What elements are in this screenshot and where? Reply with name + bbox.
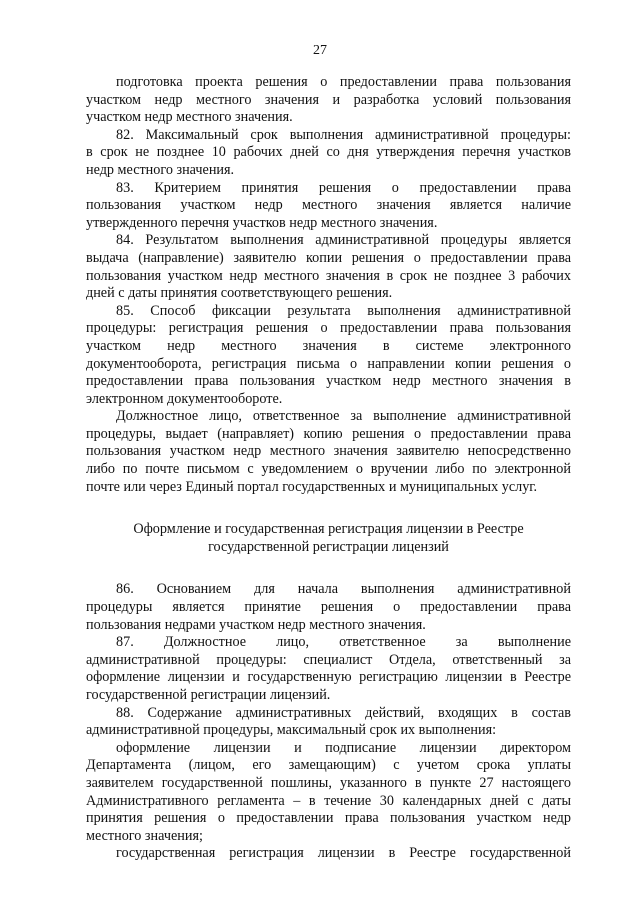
text-line: либо по почте письмом с уведомлением о вручении либо по электронной bbox=[86, 461, 571, 478]
section-procedure-result bbox=[86, 74, 571, 496]
text-line: дней с даты принятия соответствующего решения. bbox=[86, 285, 393, 302]
text-line: в срок не позднее 10 рабочих дней со дня утверждения перечня участков bbox=[86, 144, 571, 161]
text-line: административной процедуры, максимальный срок их выполнения: bbox=[86, 722, 497, 739]
text-line: участком недр местного значения и разработка условий пользования bbox=[86, 91, 571, 108]
text-line: недр местного значения. bbox=[86, 161, 235, 178]
text-line: пользования участком недр местного значения заявителю непосредственно bbox=[86, 443, 571, 460]
text-line: участком недр местного значения в системе электронного bbox=[86, 337, 571, 354]
text-line: Административного регламента – в течение 30 календарных дней с даты bbox=[86, 792, 571, 809]
section-heading bbox=[86, 521, 571, 556]
text-line: пользования недрами участком недр местного значения. bbox=[86, 616, 426, 633]
text-line: оформление лицензии и государственную регистрацию лицензии в Реестре bbox=[86, 669, 571, 686]
text-line: утвержденного перечня участков недр местного значения. bbox=[86, 214, 438, 231]
text-line: административной процедуры: специалист Отдела, ответственный за bbox=[86, 651, 571, 668]
paragraph-p85b bbox=[86, 408, 571, 496]
text-line: 85. Способ фиксации результата выполнения административной bbox=[116, 302, 571, 319]
paragraph-p86 bbox=[86, 581, 571, 634]
text-line: процедуры: регистрация решения о предоставлении права пользования bbox=[86, 320, 571, 337]
paragraph-p84 bbox=[86, 232, 571, 302]
section-license-registration bbox=[86, 581, 571, 863]
text-line: заявителем государственной пошлины, указанного в пункте 27 настоящего bbox=[86, 774, 571, 791]
document-body bbox=[86, 74, 571, 863]
text-line: 87. Должностное лицо, ответственное за выполнение bbox=[116, 634, 571, 651]
text-line: почте или через Единый портал государственных и муниципальных услуг. bbox=[86, 478, 538, 495]
paragraph-p88b bbox=[86, 845, 571, 863]
text-line: документооборота, регистрация письма о направлении копии решения о bbox=[86, 355, 571, 372]
paragraph-p85 bbox=[86, 303, 571, 409]
text-line: принятия решения о предоставлении права пользования участком недр bbox=[86, 810, 571, 827]
page-number: 27 bbox=[313, 43, 327, 58]
text-line: пользования участком недр местного значения в срок не позднее 3 рабочих bbox=[86, 267, 571, 284]
text-line: местного значения; bbox=[86, 827, 203, 844]
paragraph-p-continue bbox=[86, 74, 571, 127]
text-line: процедуры, выдает (направляет) копию решения о предоставлении права bbox=[86, 425, 571, 442]
text-line: 84. Результатом выполнения административной процедуры является bbox=[116, 232, 571, 249]
paragraph-p87 bbox=[86, 634, 571, 704]
text-line: выдача (направление) заявителю копии решения о предоставлении права bbox=[86, 249, 571, 266]
paragraph-p88 bbox=[86, 705, 571, 740]
text-line: процедуры является принятие решения о предоставлении права bbox=[86, 599, 571, 616]
text-line: 82. Максимальный срок выполнения административной процедуры: bbox=[116, 126, 571, 143]
text-line: государственная регистрация лицензии в Реестре государственной bbox=[116, 845, 571, 862]
paragraph-p88a bbox=[86, 740, 571, 846]
text-line: предоставлении права пользования участком недр местного значения в bbox=[86, 373, 571, 390]
text-line: Должностное лицо, ответственное за выполнение административной bbox=[116, 408, 571, 425]
text-line: подготовка проекта решения о предоставлении права пользования bbox=[116, 74, 571, 90]
paragraph-p83 bbox=[86, 180, 571, 233]
text-line: электронном документообороте. bbox=[86, 390, 283, 407]
text-line: 83. Критерием принятия решения о предоставлении права bbox=[116, 179, 571, 196]
text-line: участком недр местного значения. bbox=[86, 109, 293, 126]
text-line: 86. Основанием для начала выполнения административной bbox=[116, 581, 571, 598]
text-line: Департамента (лицом, его замещающим) с учетом срока уплаты bbox=[86, 757, 571, 774]
heading-line: государственной регистрации лицензий bbox=[208, 538, 449, 555]
heading-line: Оформление и государственная регистрация лицензии в Реестре bbox=[133, 521, 524, 538]
text-line: оформление лицензии и подписание лицензии директором bbox=[116, 739, 571, 756]
text-line: пользования участком недр местного значения является наличие bbox=[86, 197, 571, 214]
text-line: государственной регистрации лицензий. bbox=[86, 687, 331, 703]
paragraph-p82 bbox=[86, 127, 571, 180]
text-line: 88. Содержание административных действий, входящих в состав bbox=[116, 704, 571, 721]
